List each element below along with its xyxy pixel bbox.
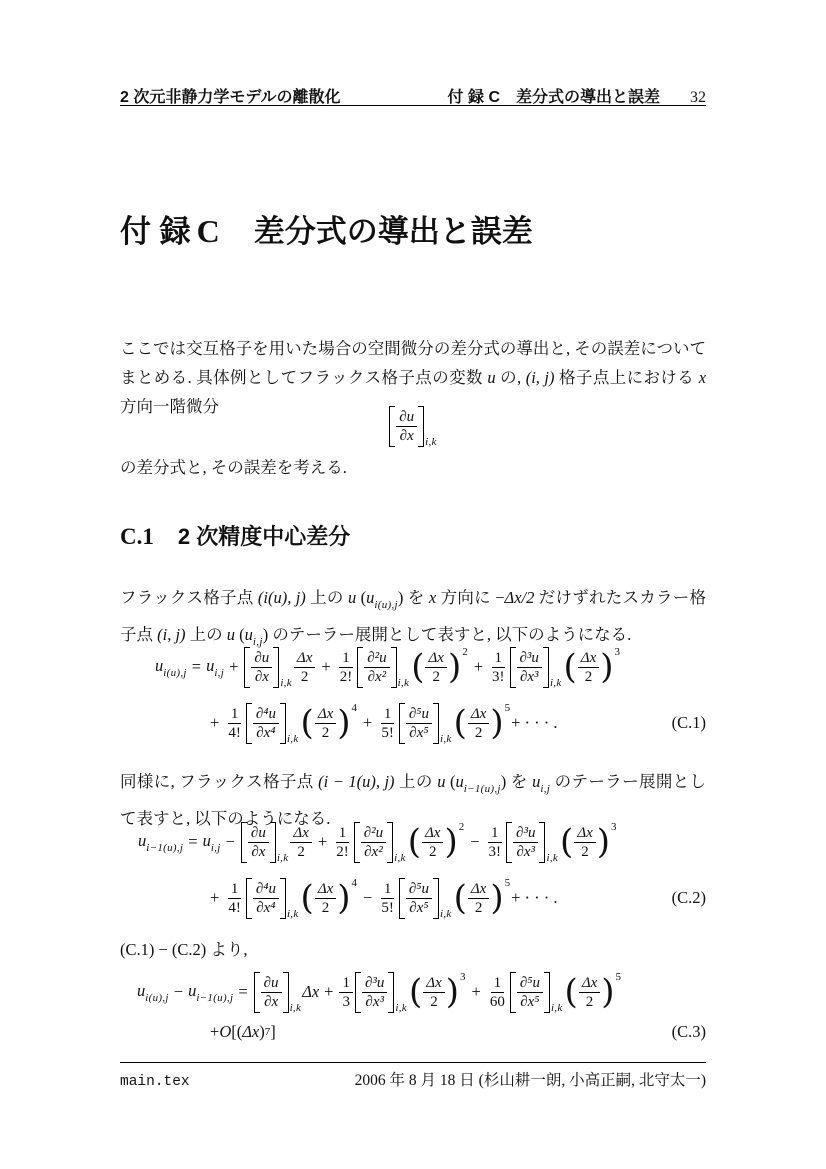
page-header [120, 84, 706, 107]
equation-c1-line2: + $\frac{1}{4!}$ $\frac{\text{∂⁴u}}{\text{∂x⁴}}$ i,k ( $\frac{\Delta x}{2}$ ) 4 + $\frac{1}{5!}$ $\frac{\text{∂⁵u}}{\text{∂x⁵}}$ i,k ( $\frac{\Delta x}{2}$ ) 5 + · · · . (C.1) [210, 702, 706, 745]
footer-filename: main.tex [120, 1074, 190, 1090]
equation-c2-line1: $u_{i-1(u),j}$ = $u_{i,j}$ − $\frac{\partial u}{\partial x}$ i,k $\frac{\Delta x}{2}$ + $\frac{1}{2!}$ $\frac{\text{∂²u}}{\text{∂x²}}$ i,k ( $\frac{\Delta x}{2}$ ) 2 − $\frac{1}{3!}$ $\frac{\text{∂³u}}{\text{∂x³}}$ i,k ( $\frac{\Delta x}{2}$ ) 3 [138, 821, 617, 864]
section-heading [120, 520, 350, 551]
paragraph-taylor-forward: フラックス格子点 (i(u), j) 上の u $(u_{i(u),j})$ を x 方向に −Δx/2 だけずれたスカラー格子点 (i, j) 上の u $(u_{i,j})$ のテーラー展開として表すと, 以下のようになる. [120, 588, 707, 648]
paragraph-taylor-backward: 同様に, フラックス格子点 (i − 1(u), j) 上の u $(u_{i-1(u),j})$ を $u_{i,j}$ のテーラー展開として表すと, 以下のようになる. [120, 772, 707, 828]
footer-date-authors: 2006 年 8 月 18 日 (杉山耕一朗, 小高正嗣, 北守太一) [354, 1072, 706, 1089]
equation-c1-line1: $u_{i(u),j}$ = $u_{i,j}$ + $\frac{\partial u}{\partial x}$ i,k $\frac{\Delta x}{2}$ + $\frac{1}{2!}$ $\frac{\text{∂²u}}{\text{∂x²}}$ i,k ( $\frac{\Delta x}{2}$ ) 2 + $\frac{1}{3!}$ $\frac{\text{∂³u}}{\text{∂x³}}$ i,k ( $\frac{\Delta x}{2}$ ) 3 [155, 646, 621, 689]
equation-c2-line2: + $\frac{1}{4!}$ $\frac{\text{∂⁴u}}{\text{∂x⁴}}$ i,k ( $\frac{\Delta x}{2}$ ) 4 − $\frac{1}{5!}$ $\frac{\text{∂⁵u}}{\text{∂x⁵}}$ i,k ( $\frac{\Delta x}{2}$ ) 5 + · · · . (C.2) [210, 877, 706, 920]
footer-rule [120, 1062, 706, 1063]
equation-c3-line1: $u_{i(u),j}$ − $u_{i-1(u),j}$ = $\frac{\partial u}{\partial x}$ i,k Δx + $\frac{1}{3}$ $\frac{\text{∂³u}}{\text{∂x³}}$ i,k ( $\frac{\Delta x}{2}$ ) 3 + $\frac{1}{60}$ $\frac{\text{∂⁵u}}{\text{∂x⁵}}$ i,k ( $\frac{\Delta x}{2}$ ) 5 [137, 971, 622, 1014]
paragraph-from-c1-minus-c2: (C.1) − (C.2) より, [120, 940, 248, 959]
chapter-title-text: 差分式の導出と誤差 [253, 214, 533, 249]
chapter-title [120, 206, 533, 251]
section-number: C.1 [120, 524, 154, 549]
page-number: 32 [690, 89, 706, 106]
display-equation-dudx: $\frac{\partial u}{\partial x}$ i,k [120, 396, 706, 456]
page-footer [120, 1068, 706, 1090]
header-chapter-left: 2 次元非静力学モデルの離散化 [120, 89, 341, 106]
header-rule [120, 105, 706, 106]
intro-paragraph: ここでは交互格子を用いた場合の空間微分の差分式の導出と, その誤差についてまとめる. 具体例としてフラックス格子点の変数 u の, (i, j) 格子点上における x 方向一階微分 [120, 339, 707, 416]
intro-paragraph-after: の差分式と, その誤差を考える. [120, 458, 347, 477]
chapter-number-jp: 付 録 [120, 214, 191, 249]
chapter-number-latin: C [196, 213, 220, 249]
section-title-text: 2 次精度中心差分 [177, 524, 351, 549]
equation-c3-line2: + O [( Δx ) 7 ] (C.3) [210, 1022, 706, 1041]
header-appendix-title: 付 録 C 差分式の導出と誤差 [447, 89, 660, 106]
